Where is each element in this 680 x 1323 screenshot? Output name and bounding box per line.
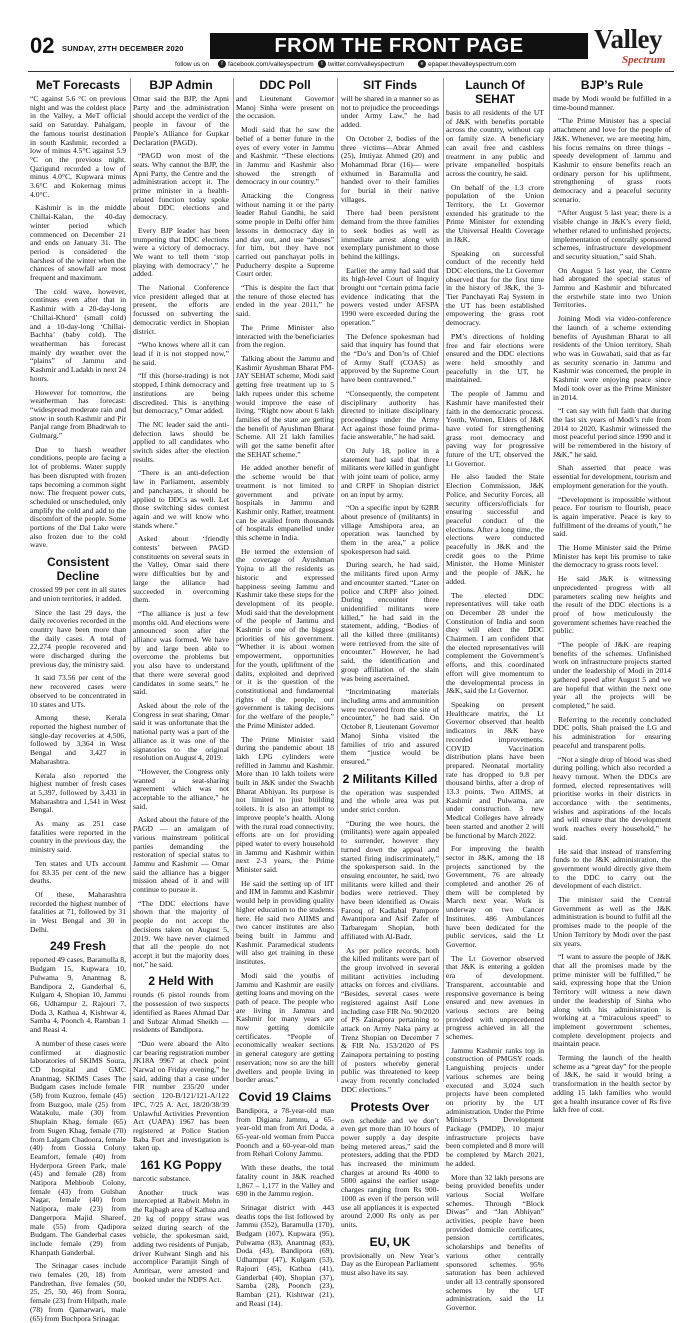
paragraph: Joining Modi via video-conference the launch of a scheme extending benefits of Ayushman Bharat to all residents of the Union territory, Shah who was in Guwahati, said that as far as security scenario in Jammu and Kashmir was concerned, the people in Kashmir were enjoying peace since Modi took over as the Prime Minister in 2014. [553,314,671,402]
paragraph: However for tomorrow, the weatherman has forecast: “widespread moderate rain and snow in south Kashmir and Pir Panjal range from Bhadrwah to Gulmarg.” [30,387,126,441]
paragraph: Bandipora, a 78-year-old man from Digiana Jammu, a 65-year-old man from Ari Doda, a 65-year-old woman from Pucca Poonch and a 60-year-old man from Rehari Colony Jammu. [236,1105,334,1159]
twitter-link[interactable] [318,60,404,68]
headline-161-kg-poppy: 161 KG Poppy [140,1158,222,1173]
paragraph: Kashmir is in the middle Chillai-Kalan, the 40-day winter period which commenced on December 21 and ends on January 31. The period is considered the harshest of the winter when the chances of snowfall are most frequent and maximum. [30,203,126,283]
column-divider [337,78,338,1082]
epaper-link[interactable] [418,60,516,68]
header-rule [28,71,674,72]
paragraph: “The DDC elections have shown that the majority of people do not accept the decisions taken on August 5, 2019. We have never claimed that all the people do not accept it but the majority does not,” he said. [133,898,229,969]
paragraph: As many as 251 case fatalities were reported in the country in the previous day, the ministry said. [30,819,126,855]
follow-label: follow us on [175,61,210,68]
paragraph: Talking about the Jammu and Kashmir Ayushman Bharat PM-JAY SEHAT scheme, Modi said getting free treatment up to 5 lakh rupees under this scheme would improve the ease of living. “Right now about 6 lakh families of the state are getting the benefit of Ayushman Bharat Scheme. All 21 lakh families will get the same benefit after the SEHAT scheme.” [236,353,334,459]
paragraph: A number of these cases were confirmed at diagnostic laboratories of SKIMS Soura, CD hospital and GMC Anantnag. SKIMS Cases The Budgam cases include female (58) from Kuzroo, female (45) from Buzgoo, male (25) from Watakulu, male (30) from Shuplain Khag, female (65) from Sugen Khag, female (70) from Lalgam Chadoora, female (40) from Gossia Colony Eeamfort, female (40) from Hyderpora Green Park, male (45) and female (28) from Natipora Mehboob Colony, female (43) from Gulshan Nagar, female (40) from Natipora, male (23) from Dangerpora Majid Shareef, male (55) from Qadipora Budgam. The Ganderbal cases include female (29) from Khanpath Ganderbal. [30,1038,126,1257]
facebook-url: facebook.com/valleyspectrum [228,60,314,68]
column-4 [341,78,439,1278]
paragraph: The National Conference vice president alleged that at present, the efforts are focussed on subverting the democratic verdict in Shopian district. [133,283,229,336]
paragraph: Speaking on present Healthcare matrix, the Lt Governor observed that health indicators in J&K have recorded improvements. COVID Vaccination distribution plans have been prepared. Neonatal mortality rate has dropped to 9.8 per thousand births, after a drop of 13.3 points. Two AIIMS, at Kashmir and Pulwama, are under construction. 3 new Medical Colleges have already been started and another 2 will be functional by March 2022. [446,700,544,840]
paragraph: On July 18, police in a statement had said that three militants were killed in gunfight with joint team of police, army and CRPF in Shopian district on an input by army. [341,446,439,499]
page-header [0,0,680,72]
paragraph: More than 32 lakh persons are being provided benefits under various Social Welfare schemes. Through “Block Diwas” and “Jan Abhiyan” activities, people have been provided domicile certificates, pension certificates, scholarships and benefits of various other centrally sponsored schemes. 95% saturation has been achieved under all 13 centrally sponsored schemes by the UT administration, said the Lt Governor. [446,1172,544,1313]
paragraph: “During the wee hours, the (militants) were again appealed to surrender, however they turned down the appeal and started firing indiscriminately,” the spokesperson said. In the ensuing encounter, he said, two militants were killed and their bodies were retrieved. They have been identified as Owais Farooq of Kadlabal Pampore Awantipora and Asif Zafer of Tarbaregam Shopian, both affiliated with Al-Badr. [341,818,439,941]
paragraph: During search, he had said, the militants fired upon Army and encounter started. “Later on police and CRPF also joined. During encounter three unidentified militants were killed,” he had said in the statement, adding, “Bodies of all the killed three (militants) were retrieved from the site of encounter.” However, he had said, the identification and group affiliation of the slain was being ascertained. [341,560,439,683]
paragraph: Omar said the BJP, the Apni Party and the administration should accept the verdict of the people in favour of the People’s Alliance for Gupkar Declaration (PAGD). [133,94,229,147]
paragraph: basis to all residents of the UT of J&K with benefits portable across the country, without cap on family size. A beneficiary can avail free and cashless treatment in any public and private empanelled hospitals across the country, he said. [446,108,544,178]
headline-consistent-decline: Consistent Decline [46,555,109,584]
headline-launch-of-sehat: Launch Of SEHAT [465,78,525,106]
paragraph: He said the setting up of IIT and IIM in Jammu and Kashmir would help in providing quality higher education to the students here. He said two AIIMS and two cancer institutes are also being built in Jammu and Kashmir. Paramedical students will also get training in these institutes. [236,878,334,967]
paragraph: “The Prime Minister has a special attachment and love for the people of J&K. Whenever, we are meeting him, his focus remains on three things – speedy development of Jammu and Kashmir to ensure benefits reach an ordinary person for his upliftment, strengthening of grass roots democracy and a peaceful security scenario. [553,116,671,204]
paragraph: “I can say with full faith that during the last six years of Modi’s rule from 2014 to 2020, Kashmir witnessed the most peaceful period since 1990 and it will be remembered in the history of J&K,” he said. [553,406,671,459]
facebook-link[interactable] [218,60,314,68]
paragraph: On October 2, bodies of the three victims—Abrar Ahmed (25), Imtiyaz Ahmed (20) and Mohammad Ibrar (16)— were exhumed in Baramulla and handed over to their families for burial in their native villages. [341,133,439,204]
paragraph: Asked about ‘friendly contests’ between PAGD constituents on several seats in the Valley, Omar said there were difficulties but by and large the alliance had succeeded in overcoming them. [133,534,229,605]
column-divider [549,78,550,1082]
headline-bjps-rule: BJP’s Rule [580,78,644,92]
paragraph: The NC leader said the anti-defection laws should be applied to all candidates who switch sides after the election results. [133,419,229,464]
paragraph: provisionally on New Year’s Day as the European Parliament must also have its say. [341,1250,439,1278]
page-number: 02 [30,33,55,58]
headline-met-forecasts: MeT Forecasts [35,78,121,92]
paragraph: The cold wave, however, continues even after that in Kashmir with a 20-day-long ‘Chillai-Khurd’ (small cold) and a 10-day-long ‘Chillai-Bachha’ (baby cold). The weatherman has forecast mainly dry weather over the “plains” of Jammu and Kashmir and Ladakh in next 24 hours. [30,286,126,383]
paragraph: own schedule and we don’t even get more than 10 hours of power supply a day despite being metered areas,” said the protesters, adding that the PDD has increased the minimum charges at around Rs 4000 to 5000 against the earlier usage charges ranging from Rs 900-1000 as even if the person will use all appliances it is expected around 2,000 Rs only as per units. [341,1115,439,1229]
paragraph: “Duo were aboard the Alto car bearing registration number JK18A 9967 at check point Narwal on Friday evening,” he said, adding that a case under FIR number 235/20 under section 120-B/121/121-A/122 IPC, 7/25 A. Act, 18/20/38/39 Unlawful Activities Prevention Act (UAPA) 1967 has been registered at Police Station Baba Fort and investigation is taken up. [133,1038,229,1153]
paragraph: On August 5 last year, the Centre had abrogated the special status of Jammu and Kashmir and bifurcated the erstwhile state into two Union Territories. [553,265,671,310]
paragraph: rounds (6 pistol rounds from the possession of two suspects identified as Raees Ahmad Dar and Subzar Ahmad Sheikh — residents of Bandipora. [133,990,229,1035]
paragraph: Jammu Kashmir ranks top in construction of PMGSY roads. Languishing projects under various schemes are being executed and 3,024 such projects have been completed on priority by the UT administration. Under the Prime Minister’s Development Package (PMDP), 10 major infrastructure projects have been completed and 8 more will be completed by March 2021, he added. [446,1045,544,1168]
headline-covid-19-claims: Covid 19 Claims [238,1089,332,1104]
paragraph: Terming the launch of the health scheme as a “great day” for the people of J&K, he said it would bring a transformation in the health sector by adding 15 lakh families who would get a health insurance cover of Rs five lakh free of cost. [553,1053,671,1115]
paragraph: Due to harsh weather conditions, people are facing a lot of problems. Water supply has been disrupted with frozen taps becoming a common sight now. The frequent power cuts, scheduled or unscheduled, only amplify the cold and add to the discomfort of the people. Some portions of the Dal Lake were also frozen due to the cold wave. [30,444,126,550]
paragraph: Attacking the Congress without naming it or the party leader Rahul Gandhi, he said some people in Delhi offer him lessons in democracy day in and day out, and use “abuses” for him, but they have not carried out panchayat polls in Puducherry despite a Supreme Court order. [236,191,334,279]
headline-249-fresh: 249 Fresh [49,939,107,954]
facebook-icon: f [218,60,226,68]
paragraph: The elected DDC representatives will take oath on December 28 under the Constitution of India and soon they will elect the DDC Chairmen. I am confident that the elected representatives will complement the Government’s efforts, and this coordinated effort will give momentum to the developmental process in J&K, said the Lt Governor. [446,590,544,696]
paragraph: “On a specific input by 62RR about presence of (militants) in village Amshipora area, an operation was launched by them in the area,” a police spokesperson had said. [341,503,439,556]
twitter-icon: t [318,60,326,68]
paragraph: Among these, Kerala reported the highest number of single-day recoveries at 4,506, followed by 3,364 in West Bengal and 3,427 in Maharashtra. [30,713,126,766]
paragraph: The Home Minister said the Prime Minister has kept his promise to take the democracy to grass roots level. [553,543,671,570]
headline-protests-over: Protests Over [350,1099,430,1114]
paragraph: Shah asserted that peace was essential for development, tourism and employment generation for the youth. [553,463,671,490]
paragraph: The Prime Minister also interacted with the beneficiaries from the region. [236,322,334,350]
paragraph: Asked about the future of the PAGD — an amalgam of various mainstream political parties demanding the restoration of special status to Jammu and Kashmir — Omar said the alliance has a bigger mission ahead of it and will continue to pursue it. [133,815,229,895]
paragraph: “This is despite the fact that the tenure of those elected has ended in the year 2011,” he said. [236,283,334,319]
paragraph: “Consequently, the competent disciplinary authority has directed to initiate disciplinary proceedings under the Army Act against those found prima-facie answerable,” he had said. [341,388,439,442]
paragraph: There had been persistent demand from the three families to seek bodies as well as immediate arrest along with exemplary punishment to those behind the killings. [341,208,439,261]
paragraph: It said 73.56 per cent of the new recovered cases were observed to be concentrated in 10 states and UTs. [30,673,126,709]
paragraph: He added another benefit of the scheme would be that treatment is not limited to government and private hospitals in Jammu and Kashmir only. Rather, treatment can be availed from thousands of hospitals empanelled under this scheme in India. [236,463,334,543]
column-divider [233,78,234,1082]
newspaper-logo [592,22,676,70]
headline-2-held-with: 2 Held With [148,974,214,989]
paragraph: Referring to the recently concluded DDC polls, Shah praised the LG and his administration for ensuring peaceful and transparent polls. [553,714,671,750]
section-banner: FROM THE FRONT PAGE [210,33,588,59]
paragraph: crossed 99 per cent in all states and union territories, it added. [30,585,126,603]
paragraph: As per police records, both the killed militants were part of the group involved in several militant activities including attacks on forces and civilians. “Besides, several cases were registered against Asif Lone including case FIR No. 90/2020 of PS Zainapora pertaining to attack on Army Naka party at Trenz Shopian on December 7 & FIR No. 153/2020 of PS Zainapora pertaining to posting of posters whereby general public was threatened to keep away from recently concluded DDC elections.” [341,945,439,1094]
paragraph: Since the last 29 days, the daily recoveries recorded in the country have been more than the daily cases. A total of 22,274 people recovered and were discharged during the previous day, the ministry said. [30,607,126,669]
paragraph: “PAGD won most of the seats. Why cannot the BJP, the Apni Party, the Centre and the administration accept it. The prime minister in a health-related function today spoke about DDC elections and democracy. [133,151,229,222]
headline-ddc-poll: DDC Poll [259,78,311,92]
paragraph: “If this (horse-trading) is not stopped, I think democracy and institutions are being discredited. This is anything but democracy,” Omar added. [133,371,229,416]
paragraph: “There is an anti-defection law in Parliament, assembly and panchayats, it should be applied to DDCs as well. Let those switching sides contest again and we will know who stands where.” [133,468,229,530]
column-3 [236,78,334,1308]
paragraph: “However, the Congress only wanted a seat-sharing agreement which was not acceptable to the alliance,” he said. [133,766,229,811]
paragraph: On behalf of the 1.3 crore population of the Union Territory, the Lt Governor extended his gratitude to the Prime Minister for extending the Universal Health Coverage in J&K. [446,182,544,244]
paragraph: Every BJP leader has been trumpeting that DDC elections were a victory of democracy. We want to tell them ‘stop playing with democracy’,” he added. [133,225,229,279]
date-line: SUNDAY, 27TH DECEMBER 2020 [62,44,184,53]
logo-subtitle: Spectrum [622,54,666,66]
paragraph: Earlier the army had said that its high-level Court of Inquiry brought out “certain prima facie evidence indicating that the powers vested under AFSPA 1990 were exceeded during the operation.” [341,265,439,327]
paragraph: “I want to assure the people of J&K that all the promises made by the prime minister will be fulfilled,” he said, expressing hope that the Union Territory will witness a new dawn under the leadership of Sinha who along with his administration is working at a “miraculous speed” to implement government schemes, complete development projects and maintain peace. [553,952,671,1049]
paragraph: He said J&K is witnessing unprecedented progress with all parameters scaling new heights and the result of the DDC elections is a proof of how meticulously the government schemes have reached the public. [553,574,671,636]
headline-eu-uk: EU, UK [369,1234,411,1249]
column-6 [553,78,671,1115]
paragraph: will be shared in a manner so as not to prejudice the proceedings under Army Law,” he had added. [341,94,439,130]
paragraph: reported 49 cases, Baramulla 8, Budgam 15, Kupwara 10, Pulwama 9, Anantnag 8, Bandipora 2, Ganderbal 6, Kulgam 4, Shopian 10, Jammu 66, Udhampur 2, Rajouri 7, Doda 3, Kathua 4, Kishtwar 4, Samba 4, Poonch 4, Ramban 1 and Reasi 4. [30,955,126,1035]
paragraph: He said that instead of transferring funds to the J&K administration, the government would directly give them to the DDC to carry out the development of each district. [553,846,671,891]
paragraph: With these deaths, the total fatality count in J&K reached 1,867 – 1,177 in the Valley and 690 in the Jammu region. [236,1163,334,1199]
paragraph: For improving the health sector in J&K, among the 18 projects sanctioned by the Government, 76 are already completed and another 26 of them will be completed by March next year. Work is underway on two Cancer Institutes. 486 Ambulances have been dedicated for the public services, said the Lt Governor. [446,844,544,949]
paragraph: Another truck was intercepted at Rabwit Mehn in the Rajbagh area of Kathua and 20 kg of poppy straw was seized during search of the vehicle, the spokesman said, adding two residents of Punjab, driver Kulwant Singh and his accomplice Paramjit Singh of Amritsar, were arrested and booked under the NDPS Act. [133,1187,229,1284]
paragraph: PM’s directions of holding free and fair elections were ensured and the DDC elections were held smoothly and peacefully in the UT, he maintained. [446,331,544,385]
paragraph: “C against 5.6 °C on previous night and was the coldest place in the Valley, a MeT official said on Saturday. Pahalgam, the famous tourist destination in south Kashmir, recorded a low of minus 4.5°C against 5.9 °C on the previous night. Qazigund recorded a low of minus 4.0°C, Kupwara minus 3.6°C and Kokernag minus 4.0°C. [30,94,126,199]
headline-bjp-admin: BJP Admin [149,78,213,92]
paragraph: “After August 5 last year, there is a visible change in J&K’s every field, whether related to unfinished projects, implementation of centrally sponsored schemes, infrastructure development and security situation,” said Shah. [553,208,671,261]
paragraph: “The people of J&K are reaping benefits of the schemes. Unfinished work on infrastructure projects started under the leadership of Modi in 2014 gathered speed after August 5 and we are hopeful that within the next one year all the projects will be completed,” he said. [553,640,671,710]
paragraph: The Srinagar cases include two females (20, 18) from Pandrethan, five females (50, 25, 25, 50, 46) from Soura, female (23) from Hilpath, male (78) from Qamarwari, male (65) from Buchpora Srinagar. [30,1261,126,1323]
paragraph: The people of Jammu and Kashmir have manifested their faith in the democratic process. Youth, Women, Elders of J&K have voted for strengthening grass root democracy and paving way for progressive future of the UT, observed the Lt Governor. [446,389,544,468]
paragraph: and Lieutenant Governor Manoj Sinha were present on the occasion. [236,94,334,121]
paragraph: The Prime Minister said during the pandemic about 18 lakh LPG cylinders were refilled in Jammu and Kashmir. More than 10 lakh toilets were built in J&K under the Swachh Bharat Abhiyan. Its purpose is not limited to just building toilets. It is also an attempt to improve people’s health. Along with the rural road connectivity, efforts are on for providing piped water to every household in Jammu and Kashmir within next 2-3 years, the Prime Minister said. [236,734,334,875]
column-1 [30,78,126,1323]
column-divider [443,78,444,1082]
epaper-url: epaper.thevalleyspectrum.com [428,60,517,68]
paragraph: made by Modi would be fulfilled in a time-bound manner. [553,94,671,112]
paragraph: The Lt Governor observed that J&K is entering a golden era of development. Transparent, accountable and responsive governance is being ensured and new avenues in various sectors are being provided with unprecedented progress achieved in all the schemes. [446,953,544,1042]
paragraph: Speaking on successful conduct of the recently held DDC elections, the Lt Governor observed that for the first time in the history of J&K, the 3-Tier Panchayati Raj System in the UT has been established empowering the grass root democracy. [446,248,544,328]
paragraph: Modi said that he saw the belief of a better future in the eyes of every voter in Jammu and Kashmir. “These elections in Jammu and Kashmir also showed the strength of democracy in our country.” [236,125,334,187]
paragraph: The minister said the Central Government as well as the J&K administration is bound to fulfil all the promises made to the people of the Union Territory by Modi over the past six years. [553,895,671,948]
paragraph: the operation was suspended and the whole area was put under strict cordon. [341,787,439,815]
headline-2-militants-killed: 2 Militants Killed [342,771,438,786]
paragraph: Ten states and UTs account for 83.35 per cent of the new deaths. [30,858,126,886]
paragraph: “Development is impossible without peace. For tourism to flourish, peace is again imperative. Peace is key to fulfillment of the dreams of youth,” he said. [553,494,671,539]
paragraph: narcotic substance. [133,1174,191,1184]
paragraph: He termed the extension of the coverage of Ayushman Yojna to all the residents as historic and expressed happiness seeing Jammu and Kashmir take these steps for the development of its people. Modi said that the development of the people of Jammu and Kashmir is one of the biggest priorities of his government. “Whether it is about women empowerment, opportunities for the youth, upliftment of the dalits, exploited and deprived or it is the question of the constitutional and fundamental rights of the people, our government is taking decisions for the welfare of the people,” the Prime Minister added. [236,546,334,730]
paragraph: Asked about the role of the Congress in seat sharing, Omar said it was unfortunate that the national party was a part of the alliance as it was one of the signatories to the original resolution on August 4, 2019. [133,701,229,763]
headline-sit-finds: SIT Finds [363,78,417,92]
paragraph: “The alliance is just a few months old. And elections were announced soon after the alliance was formed. We have by and large been able to overcome the problems but you also have to understand that there were several good candidates in some seats,” he said. [133,608,229,697]
column-5 [446,78,544,1313]
column-divider [130,78,131,1082]
paragraph: Of these, Maharashtra recorded the highest number of fatalities at 71, followed by 31 in West Bengal and 30 in Delhi. [30,889,126,934]
paragraph: “Incriminating materials including arms and ammunition were recovered from the site of encounter,” he had said. On October 8, Lieutenant Governor Manoj Sinha visited the families of trio and assured them “justice would be ensured.” [341,687,439,766]
logo-wordmark: Valley [594,24,663,54]
paragraph: He also lauded the State Election Commission, J&K Police, and Security Forces, all security officers/officials for ensuring successful and peaceful conduct of the elections. After a long time, the elections were conducted peacefully in J&K and the credit goes to the Prime Minister, the Home Minister and the people of J&K, he added. [446,472,544,586]
twitter-url: twitter.com/valleyspectrum [328,60,405,68]
paragraph: Kerala also reported the highest number of fresh cases at 5,397, followed by 3,431 in Maharashtra and 1,541 in West Bengal. [30,770,126,815]
paragraph: The Defence spokesman had said that inquiry has found that the “Do’s and Don’ts of Chief of Army Staff (COAS) as approved by the Supreme Court have been contravened.” [341,331,439,385]
paragraph: Srinagar district with 443 deaths tops the list followed by Jammu (352), Baramulla (170), Budgam (107), Kupwara (95), Pulwama (83), Anantnag (83), Doda (43), Bandipora (69), Udhampur (47), Kulgam (53), Rajouri (45), Kathua (41), Ganderbal (40), Shopian (37), Samba (28), Poonch (23), Ramban (21), Kishtwar (21), and Reasi (14). [236,1202,334,1308]
paragraph: “Who knows where all it can lead if it is not stopped now,” he said. [133,340,229,367]
globe-icon: e [418,60,426,68]
paragraph: Modi said the youths of Jammu and Kashmir are easily getting loans and moving on the path of peace. The people who are living in Jammu and Kashmir for many years are now getting domicile certificates. “People of economically weaker sections in general category are getting reservation; now so are the hill dwellers and people living in border areas.” [236,970,334,1085]
paragraph: “Not a single drop of blood was shed during polling, which also recorded a heavy turnout. When the DDCs are formed, elected representatives will prioritise works in their districts in accordance with the sentiments, wishes and aspirations of the locals and will ensure that the development work reaches every household,” he said. [553,754,671,842]
column-2 [133,78,229,1284]
